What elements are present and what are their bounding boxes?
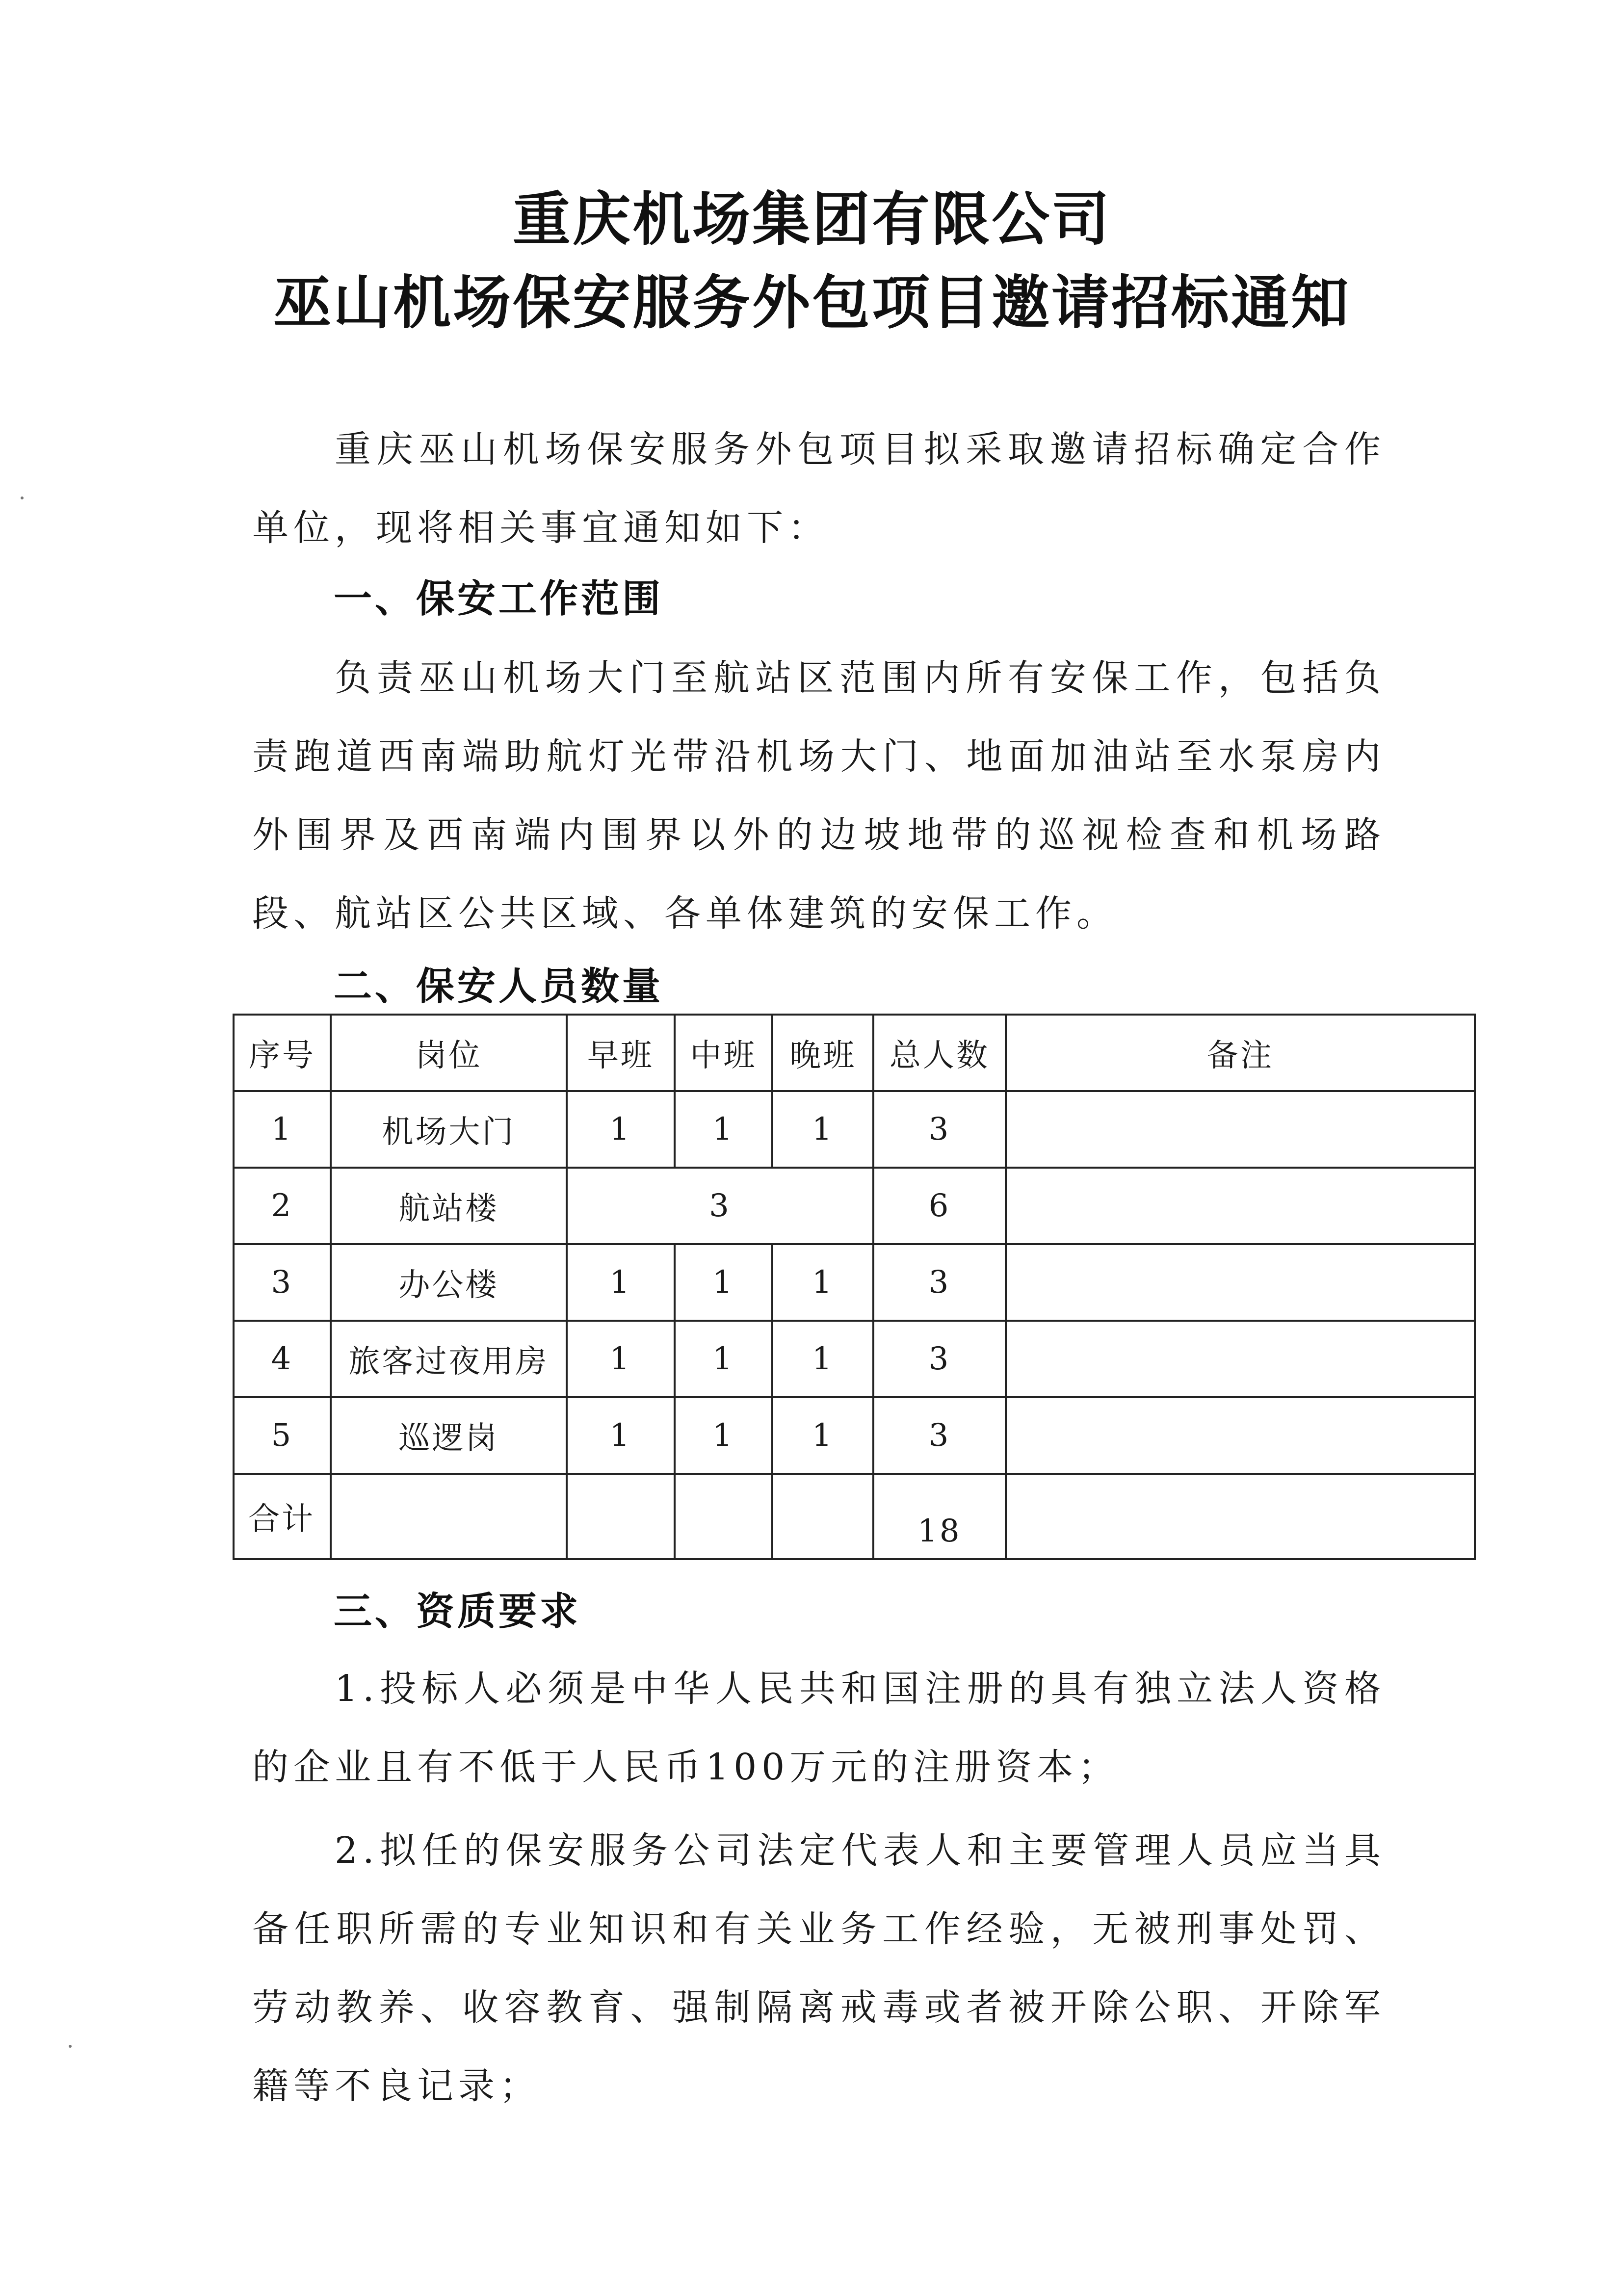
cell-no: 1	[234, 1091, 331, 1168]
cell-post: 办公楼	[331, 1244, 567, 1321]
cell-empty	[331, 1474, 567, 1559]
section2-heading: 二、保安人员数量	[334, 965, 664, 1009]
header-cell-early: 早班	[567, 1015, 675, 1091]
cell-early: 1	[567, 1244, 675, 1321]
cell-total: 3	[873, 1321, 1006, 1397]
header-cell-mid: 中班	[675, 1015, 773, 1091]
cell-no: 3	[234, 1244, 331, 1321]
cell-note	[1006, 1321, 1475, 1397]
header-cell-late: 晚班	[772, 1015, 873, 1091]
cell-mid: 1	[675, 1244, 773, 1321]
cell-post: 机场大门	[331, 1091, 567, 1168]
header-cell-note: 备注	[1006, 1015, 1475, 1091]
table-header-row	[234, 1015, 1475, 1091]
cell-merged-shift: 3	[567, 1168, 873, 1244]
cell-post: 巡逻岗	[331, 1397, 567, 1474]
staff-count-table	[233, 1014, 1476, 1560]
cell-early: 1	[567, 1321, 675, 1397]
cell-early: 1	[567, 1397, 675, 1474]
cell-note	[1006, 1091, 1475, 1168]
cell-total: 3	[873, 1397, 1006, 1474]
cell-mid: 1	[675, 1397, 773, 1474]
cell-late: 1	[772, 1091, 873, 1168]
table-row	[234, 1168, 1475, 1244]
cell-late: 1	[772, 1244, 873, 1321]
cell-note	[1006, 1168, 1475, 1244]
cell-empty	[772, 1474, 873, 1559]
table-row	[234, 1397, 1475, 1474]
table-row	[234, 1091, 1475, 1168]
cell-total: 3	[873, 1244, 1006, 1321]
scan-speck	[69, 2045, 72, 2048]
cell-late: 1	[772, 1397, 873, 1474]
cell-mid: 1	[675, 1091, 773, 1168]
cell-no: 4	[234, 1321, 331, 1397]
cell-total: 6	[873, 1168, 1006, 1244]
cell-post: 旅客过夜用房	[331, 1321, 567, 1397]
intro-paragraph: 重庆巫山机场保安服务外包项目拟采取邀请招标确定合作单位，现将相关事宜通知如下：	[252, 428, 1386, 549]
header-cell-total: 总人数	[873, 1015, 1006, 1091]
header-cell-no: 序号	[234, 1015, 331, 1091]
section3-item1: 1.投标人必须是中华人民共和国注册的具有独立法人资格的企业且有不低于人民币100万元的注册资本；	[252, 1668, 1386, 1788]
table-row	[234, 1244, 1475, 1321]
cell-no: 2	[234, 1168, 331, 1244]
cell-late: 1	[772, 1321, 873, 1397]
cell-note	[1006, 1397, 1475, 1474]
section3-heading: 三、资质要求	[334, 1590, 581, 1634]
section1-heading: 一、保安工作范围	[334, 577, 664, 621]
section1-body: 负责巫山机场大门至航站区范围内所有安保工作，包括负责跑道西南端助航灯光带沿机场大门、地面加油站至水泵房内外围界及西南端内围界以外的边坡地带的巡视检查和机场路段、航站区公共区域、各单体建筑的安保工作。	[252, 657, 1386, 935]
document-title-line1: 重庆机场集团有限公司	[512, 185, 1111, 253]
cell-no: 5	[234, 1397, 331, 1474]
cell-sum-total: 18	[873, 1474, 1006, 1559]
cell-empty	[675, 1474, 773, 1559]
table-row	[234, 1321, 1475, 1397]
cell-mid: 1	[675, 1321, 773, 1397]
scan-speck	[21, 496, 24, 499]
document-title-line2: 巫山机场保安服务外包项目邀请招标通知	[273, 269, 1351, 337]
cell-empty	[567, 1474, 675, 1559]
section3-item2: 2.拟任的保安服务公司法定代表人和主要管理人员应当具备任职所需的专业知识和有关业务工作经验，无被刑事处罚、劳动教养、收容教育、强制隔离戒毒或者被开除公职、开除军籍等不良记录；	[252, 1829, 1386, 2107]
cell-sum-label: 合计	[234, 1474, 331, 1559]
cell-empty	[1006, 1474, 1475, 1559]
cell-total: 3	[873, 1091, 1006, 1168]
cell-early: 1	[567, 1091, 675, 1168]
table-sum-row	[234, 1474, 1475, 1559]
cell-post: 航站楼	[331, 1168, 567, 1244]
cell-note	[1006, 1244, 1475, 1321]
header-cell-post: 岗位	[331, 1015, 567, 1091]
